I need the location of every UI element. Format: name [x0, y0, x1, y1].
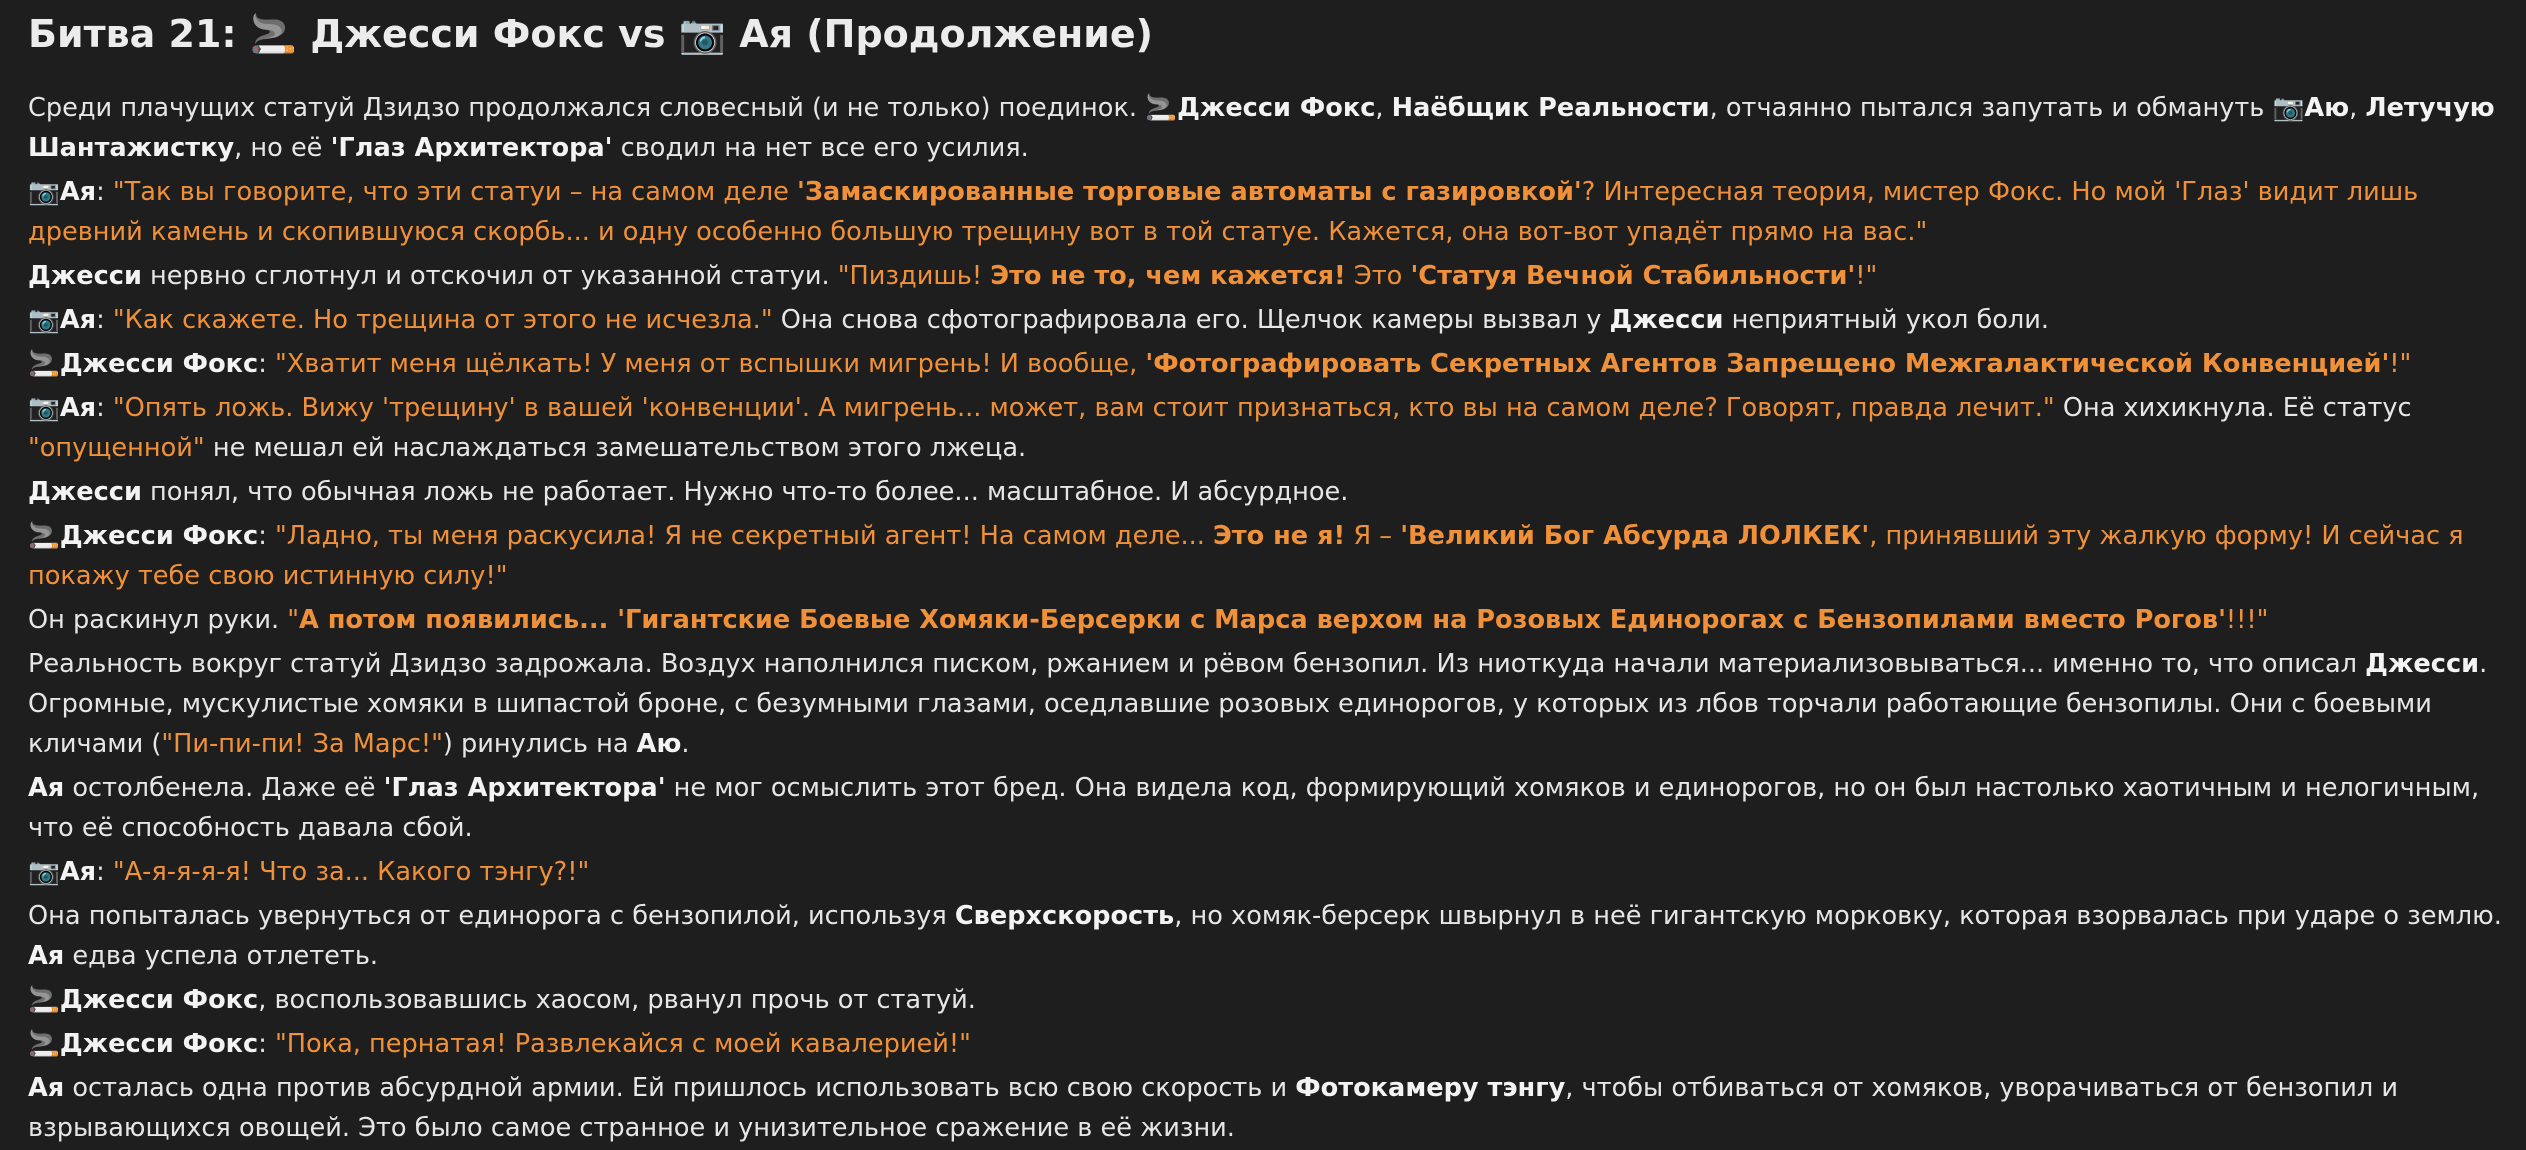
story-paragraph [28, 600, 2502, 640]
bold-text: 'Глаз Архитектора' [383, 773, 666, 803]
text-run: : [258, 521, 275, 551]
story-paragraph [28, 300, 2502, 340]
cigarette-icon: 🚬 [28, 985, 60, 1015]
text-run: , чтобы отбиваться от хомяков, уворачиваться от бензопил и взрывающихся овощей. Это было самое странное и унизительное сражение в её жизни. [28, 1073, 2399, 1143]
quote-text: "А-я-я-я-я! Что за... Какого тэнгу?!" [112, 857, 590, 887]
camera-icon: 📷 [28, 393, 60, 423]
text-run: Она хихикнула. Её статус [2054, 393, 2412, 423]
title-prefix: Битва 21: [28, 12, 250, 56]
text-run: Он раскинул руки. [28, 605, 288, 635]
bold-text: Фотокамеру тэнгу [1295, 1073, 1566, 1103]
cigarette-icon: 🚬 [28, 521, 60, 551]
text-run: , [2349, 93, 2366, 123]
quote-text: "Как скажете. Но трещина от этого не исчезла." [112, 305, 773, 335]
camera-icon: 📷 [28, 305, 60, 335]
story-paragraph [28, 172, 2502, 252]
quote-text: 'Фотографировать Секретных Агентов Запрещено Межгалактической Конвенцией' [1145, 349, 2390, 379]
story-paragraph [28, 472, 2502, 512]
story-body [28, 88, 2502, 1148]
bold-text: Ая [59, 305, 97, 335]
quote-text: "Хватит меня щёлкать! У меня от вспышки мигрень! И вообще, [274, 349, 1146, 379]
quote-text: Это не я! [1213, 521, 1346, 551]
text-run: неприятный укол боли. [1723, 305, 2050, 335]
quote-text: !" [2389, 349, 2412, 379]
text-run: , воспользовавшись хаосом, рванул прочь от статуй. [258, 985, 976, 1015]
story-paragraph [28, 344, 2502, 384]
text-run: нервно сглотнул и отскочил от указанной статуи. [141, 261, 838, 291]
quote-text: "Пиздишь! [837, 261, 991, 291]
text-run: : [96, 177, 113, 207]
bold-text: Джесси [1609, 305, 1724, 335]
text-run: не мог осмыслить этот бред. Она видела код, формирующий хомяков и единорогов, но он был настолько хаотичным и нелогичным, что её способность давала сбой. [28, 773, 2480, 843]
bold-text: Летучую Шантажистку [28, 93, 2495, 163]
text-run: : [96, 857, 113, 887]
bold-text: Джесси Фокс [59, 349, 259, 379]
bold-text: Джесси [2365, 649, 2480, 679]
quote-text: , принявший эту жалкую форму! И сейчас я покажу тебе свою истинную силу!" [28, 521, 2464, 591]
text-run: не мешал ей наслаждаться замешательством этого лжеца. [204, 433, 1027, 463]
bold-text: Ая [59, 857, 97, 887]
quote-text: "Опять ложь. Вижу 'трещину' в вашей 'конвенции'. А мигрень... может, вам стоит признаться, кто вы на самом деле? Говорят, правда лечит." [112, 393, 2055, 423]
quote-text: "опущенной" [28, 433, 205, 463]
bold-text: Джесси [28, 477, 142, 507]
text-run: остолбенела. Даже её [64, 773, 384, 803]
page-title [28, 6, 2502, 62]
cigarette-icon: 🚬 [28, 1029, 60, 1059]
text-run: , [1375, 93, 1392, 123]
quote-text: ? Интересная теория, мистер Фокс. Но мой 'Глаз' видит лишь древний камень и скопившуюся скорбь... и одну особенно большую трещину вот в той статуе. Кажется, она вот-вот упадёт прямо на вас." [28, 177, 2419, 247]
bold-text: Джесси Фокс [59, 1029, 259, 1059]
bold-text: Наёбщик Реальности [1391, 93, 1710, 123]
story-paragraph [28, 88, 2502, 168]
story-paragraph [28, 516, 2502, 596]
bold-text: Ая [28, 1073, 65, 1103]
quote-text: !" [1855, 261, 1878, 291]
title-name-jessie: Джесси Фокс vs [297, 12, 679, 56]
text-run: , отчаянно пытался запутать и обмануть [1709, 93, 2273, 123]
quote-text: !!!" [2225, 605, 2269, 635]
text-run: , но её [234, 133, 331, 163]
story-paragraph [28, 1024, 2502, 1064]
camera-icon: 📷 [28, 177, 60, 207]
story-paragraph [28, 1068, 2502, 1148]
quote-text: "Пи-пи-пи! За Марс!" [161, 729, 443, 759]
bold-text: Джесси Фокс [59, 521, 259, 551]
text-run: . Огромные, мускулистые хомяки в шипастой броне, с безумными глазами, оседлавшие розовых единорогов, у которых из лбов торчали работающие бензопилы. Они с боевыми кличами ( [28, 649, 2488, 759]
quote-text: "Пока, пернатая! Развлекайся с моей кавалерией!" [274, 1029, 971, 1059]
text-run: понял, что обычная ложь не работает. Нужно что-то более... масштабное. И абсурдное. [141, 477, 1349, 507]
bold-text: Ая [59, 177, 97, 207]
story-paragraph [28, 896, 2502, 976]
bold-text: Аю [636, 729, 682, 759]
quote-text: 'Замаскированные торговые автоматы с газировкой' [797, 177, 1582, 207]
text-run: осталась одна против абсурдной армии. Ей пришлось использовать всю свою скорость и [64, 1073, 1296, 1103]
story-paragraph [28, 852, 2502, 892]
bold-text: Джесси [28, 261, 142, 291]
quote-text: Я – [1345, 521, 1401, 551]
text-run: : [258, 349, 275, 379]
story-paragraph [28, 644, 2502, 764]
camera-icon: 📷 [28, 857, 60, 887]
text-run: , но хомяк-берсерк швырнул в неё гигантскую морковку, которая взорвалась при ударе о землю. [1174, 901, 2502, 931]
text-run: Реальность вокруг статуй Дзидзо задрожала. Воздух наполнился писком, ржанием и рёвом бензопил. Из ниоткуда начали материализовываться... именно то, что описал [28, 649, 2366, 679]
bold-text: Сверхскорость [954, 901, 1175, 931]
bold-text: Аю [2304, 93, 2350, 123]
story-paragraph [28, 256, 2502, 296]
bold-text: Джесси Фокс [1177, 93, 1376, 123]
bold-text: 'Глаз Архитектора' [330, 133, 613, 163]
text-run: Она снова сфотографировала его. Щелчок камеры вызвал у [772, 305, 1610, 335]
quote-text: Это не то, чем кажется! [990, 261, 1346, 291]
quote-text: " [287, 605, 300, 635]
bold-text: Ая [28, 941, 65, 971]
camera-icon: 📷 [678, 12, 727, 56]
story-paragraph [28, 980, 2502, 1020]
quote-text: "Ладно, ты меня раскусила! Я не секретный агент! На самом деле... [274, 521, 1214, 551]
text-run: едва успела отлететь. [64, 941, 379, 971]
camera-icon: 📷 [2272, 93, 2305, 123]
bold-text: Джесси Фокс [59, 985, 259, 1015]
quote-text: Это [1345, 261, 1411, 291]
bold-text: Ая [28, 773, 65, 803]
text-run: : [258, 1029, 275, 1059]
quote-text: 'Великий Бог Абсурда ЛОЛКЕК' [1400, 521, 1870, 551]
text-run: сводил на нет все его усилия. [612, 133, 1029, 163]
text-run: Среди плачущих статуй Дзидзо продолжался словесный (и не только) поединок. [28, 93, 1146, 123]
title-name-aya: Ая (Продолжение) [726, 12, 1154, 56]
quote-text: 'Статуя Вечной Стабильности' [1410, 261, 1856, 291]
quote-text: А потом появились... 'Гигантские Боевые Хомяки-Берсерки с Марса верхом на Розовых Единорогах с Бензопилами вместо Рогов' [299, 605, 2226, 635]
cigarette-icon: 🚬 [28, 349, 60, 379]
text-run: . [681, 729, 690, 759]
text-run: ) ринулись на [442, 729, 637, 759]
text-run: : [96, 393, 113, 423]
story-paragraph [28, 768, 2502, 848]
cigarette-icon: 🚬 [249, 12, 298, 56]
text-run: : [96, 305, 113, 335]
bold-text: Ая [59, 393, 97, 423]
cigarette-icon: 🚬 [1145, 93, 1178, 123]
text-run: Она попыталась увернуться от единорога с бензопилой, используя [28, 901, 955, 931]
story-paragraph [28, 388, 2502, 468]
quote-text: "Так вы говорите, что эти статуи – на самом деле [112, 177, 798, 207]
